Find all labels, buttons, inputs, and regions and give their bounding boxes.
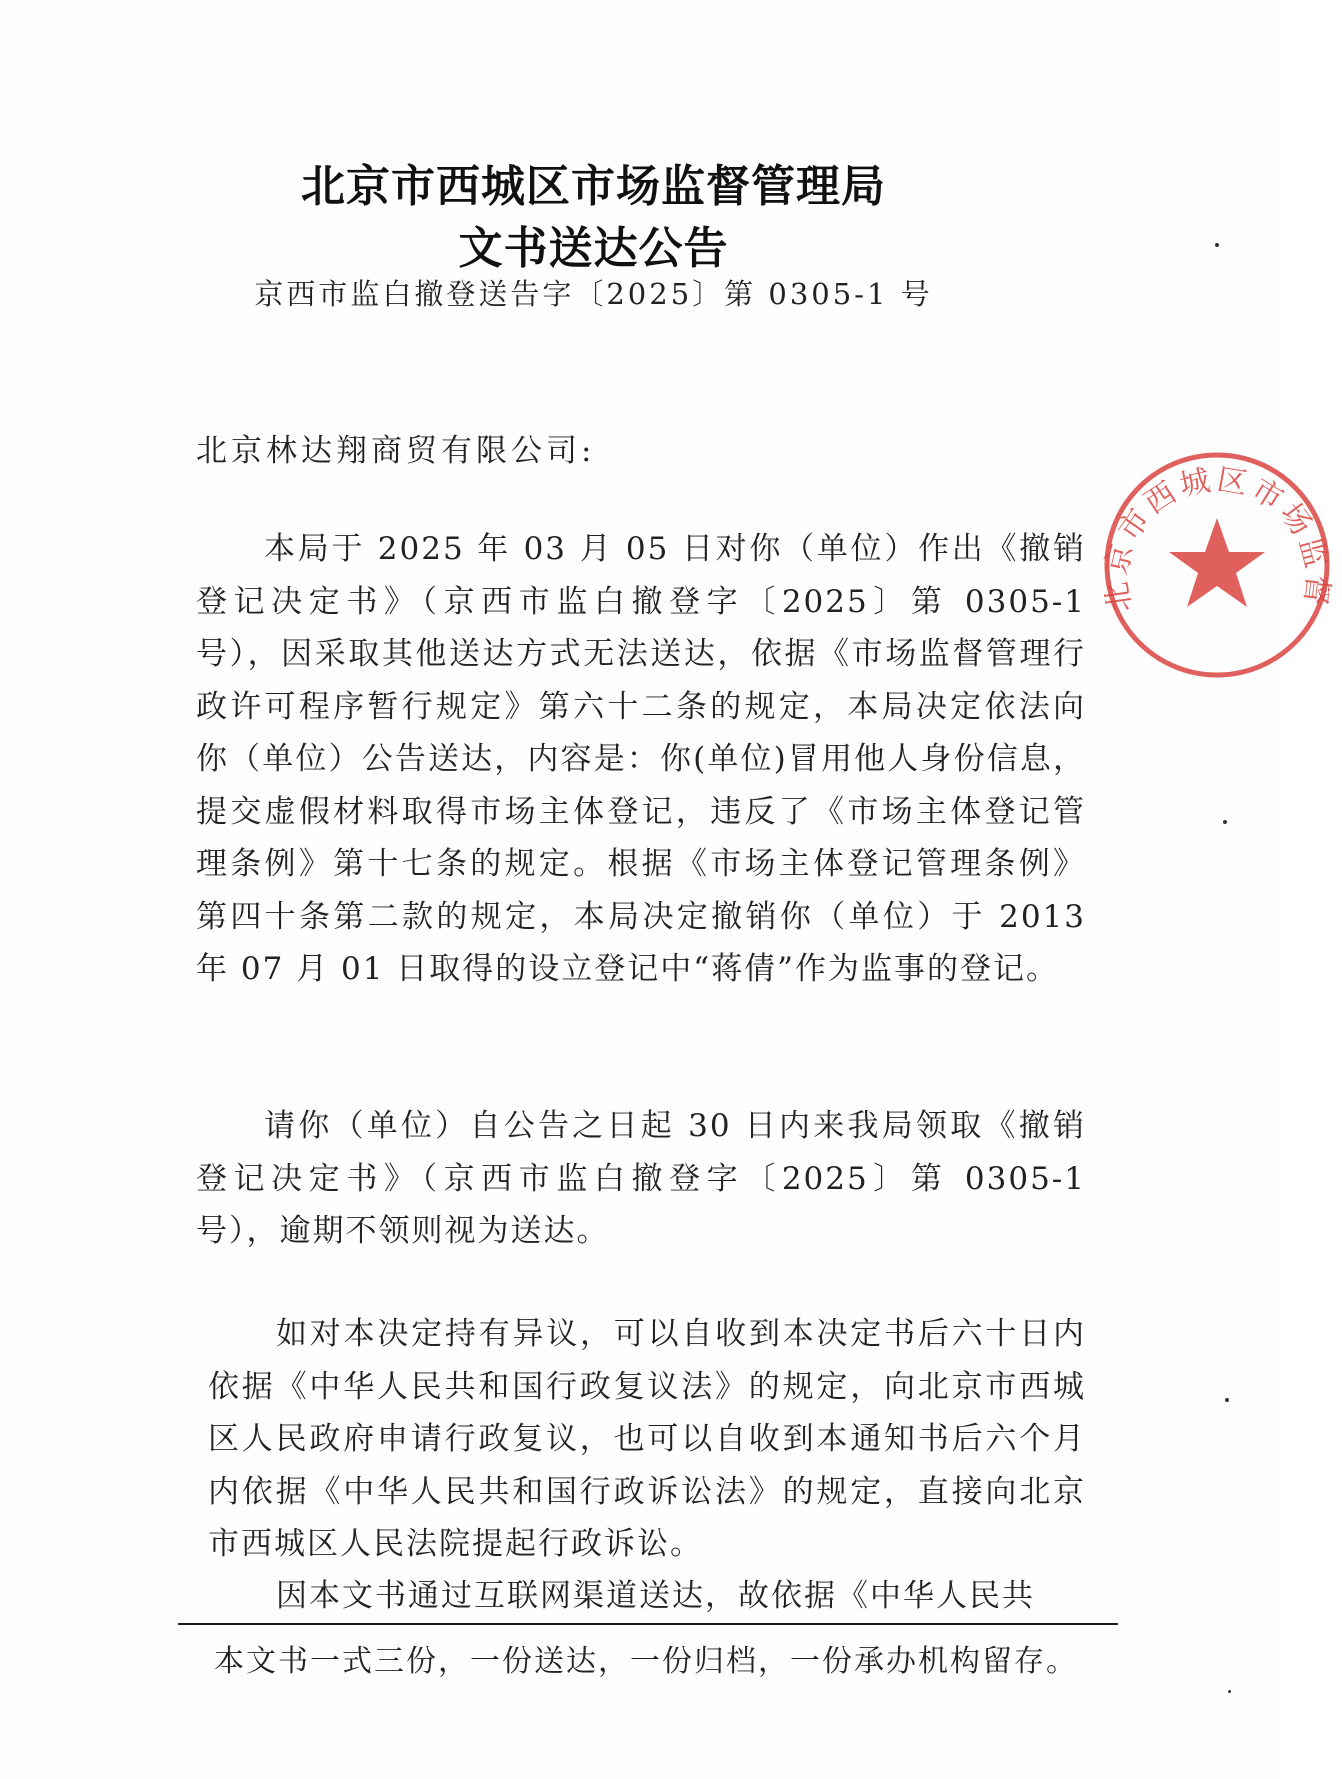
scan-speck — [1223, 820, 1227, 824]
scan-speck — [1225, 1398, 1229, 1402]
body-paragraph-decision: 本局于 2025 年 03 月 05 日对你（单位）作出《撤销登记决定书》（京西市监白撤登字〔2025〕第 0305-1 号），因采取其他送达方式无法送达，依据《市场监督管理行政许可程序暂行规定》第六十二条的规定，本局决定依法向你（单位）公告送达，内容是：你(单位)冒用他人身份信息，提交虚假材料取得市场主体登记，违反了《市场主体登记管理条例》第十七条的规定。根据《市场主体登记管理条例》第四十条第二款的规定，本局决定撤销你（单位）于 2013 年 07 月 01 日取得的设立登记中“蒋倩”作为监事的登记。 — [196, 531, 1086, 987]
body-paragraph-appeal: 如对本决定持有异议，可以自收到本决定书后六十日内依据《中华人民共和国行政复议法》的规定，向北京市西城区人民政府申请行政复议，也可以自收到本通知书后六个月内依据《中华人民共和国行政诉讼法》的规定，直接向北京市西城区人民法院提起行政诉讼。 — [208, 1316, 1086, 1562]
document-number: 京西市监白撤登送告字〔2025〕第 0305-1 号 — [254, 277, 933, 311]
document-title-agency: 北京市西城区市场监督管理局 — [301, 161, 886, 212]
addressee: 北京林达翔商贸有限公司: — [196, 433, 596, 469]
seal-text: 北京市西城区市场监督 — [1098, 462, 1336, 615]
footer-divider — [178, 1623, 1118, 1625]
body-paragraph-collection: 请你（单位）自公告之日起 30 日内来我局领取《撤销登记决定书》（京西市监白撤登字〔2025〕第 0305-1 号），逾期不领则视为送达。 — [196, 1108, 1086, 1249]
copies-note: 本文书一式三份，一份送达，一份归档，一份承办机构留存。 — [214, 1644, 1078, 1679]
scan-speck — [1215, 243, 1219, 247]
document-title-notice: 文书送达公告 — [458, 223, 729, 274]
official-seal — [1092, 440, 1342, 690]
star-icon — [1169, 518, 1265, 607]
body-paragraph-internet-delivery: 因本文书通过互联网渠道送达，故依据《中华人民共 — [276, 1578, 1035, 1614]
scan-speck — [1228, 1690, 1231, 1693]
